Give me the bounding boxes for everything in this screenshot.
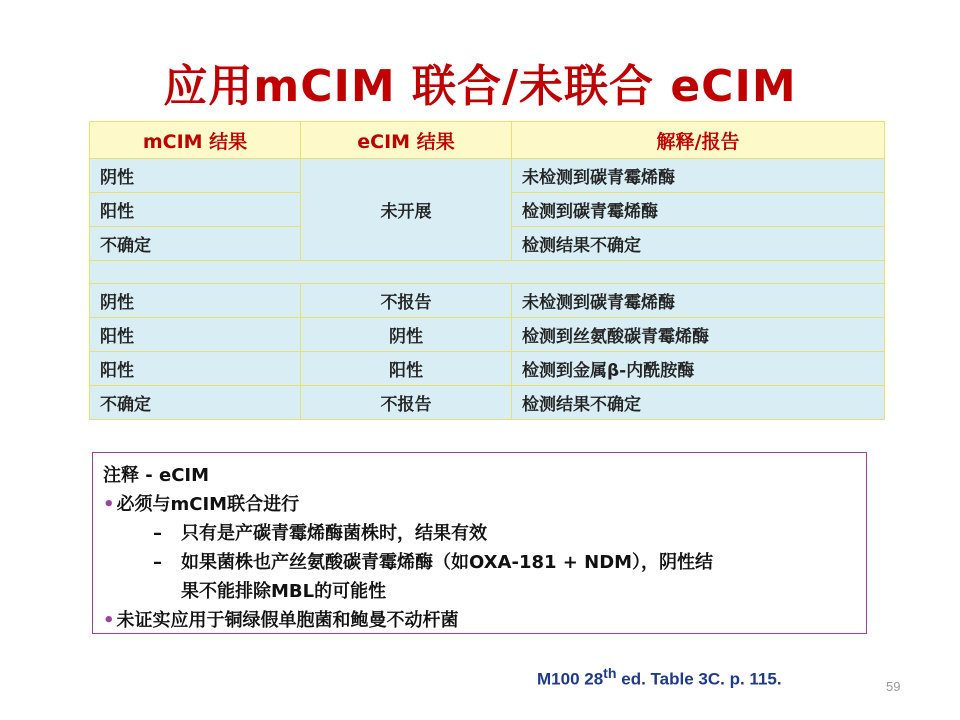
citation [537, 666, 782, 690]
subitem-text: 只有是产碳青霉烯酶菌株时，结果有效 [181, 523, 487, 544]
notes-subitem-continuation: 果不能排除MBL的可能性 [181, 581, 387, 602]
table-row [90, 386, 885, 420]
mcim-cell: 不确定 [90, 227, 301, 261]
page-number: 59 [886, 679, 901, 694]
mcim-cell: 阴性 [90, 159, 301, 193]
citation-prefix: M100 28 [537, 669, 604, 689]
header-mcim: mCIM 结果 [90, 122, 301, 159]
ecim-cell: 不报告 [301, 386, 512, 420]
slide-title: 应用mCIM 联合/未联合 eCIM [163, 61, 797, 112]
ecim-merged-cell: 未开展 [301, 159, 512, 261]
separator-cell [90, 261, 885, 284]
interp-cell: 检测到金属β-内酰胺酶 [512, 352, 885, 386]
notes-subitem [103, 519, 856, 548]
interp-cell: 未检测到碳青霉烯酶 [512, 284, 885, 318]
interp-cell: 未检测到碳青霉烯酶 [512, 159, 885, 193]
bullet-marker: • [103, 494, 115, 515]
notes-subitem [103, 548, 856, 577]
ecim-cell: 阳性 [301, 352, 512, 386]
citation-suffix: ed. Table 3C. p. 115. [616, 669, 782, 689]
interp-cell: 检测结果不确定 [512, 227, 885, 261]
notes-box [92, 452, 867, 634]
table-row [90, 284, 885, 318]
notes-heading: 注释 - eCIM [103, 465, 210, 486]
citation-sup: th [603, 666, 617, 682]
separator-row [90, 261, 885, 284]
header-ecim: eCIM 结果 [301, 122, 512, 159]
bullet-text: 必须与mCIM联合进行 [116, 494, 300, 515]
interp-cell: 检测到碳青霉烯酶 [512, 193, 885, 227]
table-row [90, 318, 885, 352]
header-interpretation: 解释/报告 [512, 122, 885, 159]
results-table [89, 121, 885, 420]
dash-marker: – [153, 552, 162, 573]
bullet-marker: • [103, 610, 115, 631]
ecim-cell: 不报告 [301, 284, 512, 318]
dash-marker: – [153, 523, 162, 544]
subitem-text: 如果菌株也产丝氨酸碳青霉烯酶（如OXA-181 + NDM），阴性结 [181, 552, 714, 573]
notes-bullet [103, 490, 856, 519]
bullet-text: 未证实应用于铜绿假单胞菌和鲍曼不动杆菌 [116, 610, 459, 631]
mcim-cell: 阳性 [90, 318, 301, 352]
interp-cell: 检测到丝氨酸碳青霉烯酶 [512, 318, 885, 352]
ecim-cell: 阴性 [301, 318, 512, 352]
table-row [90, 352, 885, 386]
mcim-cell: 阳性 [90, 352, 301, 386]
mcim-cell: 阳性 [90, 193, 301, 227]
table-row [90, 159, 885, 193]
interp-cell: 检测结果不确定 [512, 386, 885, 420]
table-header-row [90, 122, 885, 159]
notes-bullet [103, 606, 856, 635]
mcim-cell: 阴性 [90, 284, 301, 318]
mcim-cell: 不确定 [90, 386, 301, 420]
